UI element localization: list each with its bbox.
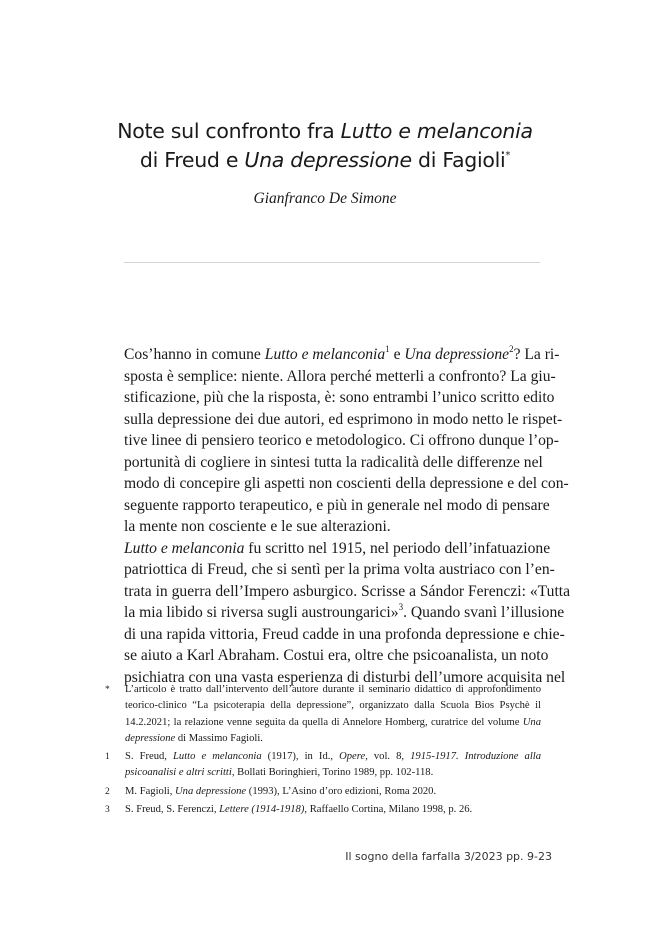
running-footer: Il sogno della farfalla 3/2023 pp. 9-23 — [345, 850, 552, 863]
body-line: sulla depressione dei due autori, ed esprimono in modo netto le rispet- — [124, 410, 563, 428]
title-divider — [124, 262, 540, 263]
body-line: stificazione, più che la risposta, è: sono entrambi l’unico scritto edito — [124, 389, 555, 406]
paragraph-2 — [124, 538, 571, 689]
footnote-mark: 2 — [105, 786, 110, 797]
footnote-ref-3[interactable]: 3 — [398, 602, 404, 612]
footnote-star: * L’articolo è tratto dall’intervento dell’autore durante il seminario didattico di approfondimento teorico-clinico “La psicoterapia della depressione”, organizzato dalla Scuola Bios Psychè il 14.2.2021; la relazione venne seguita da quella di Annelore Homberg, curatrice del volume Una depressione di Massimo Fagioli. — [105, 682, 541, 747]
body-line: portunità di cogliere in sintesi tutta la radicalità delle differenze nel — [124, 453, 543, 471]
article-body — [124, 344, 571, 688]
body-line: la mente non cosciente e le sue alterazioni. — [124, 518, 391, 535]
article-title — [60, 117, 590, 175]
title-footnote-mark[interactable]: * — [505, 150, 511, 161]
body-line: modo di concepire gli aspetti non coscienti della depressione e del con- — [124, 475, 569, 492]
body-line: di una rapida vittoria, Freud cadde in una profonda depressione e chie- — [124, 625, 565, 643]
title-line-2: di Freud e Una depressione di Fagioli* — [139, 148, 511, 172]
paragraph-1 — [124, 344, 569, 538]
body-line: tive linee di pensiero teorico e metodologico. Ci offrono dunque l’op- — [124, 432, 559, 449]
footnote-ref-1[interactable]: 1 — [385, 344, 390, 354]
title-line-1: Note sul confronto fra Lutto e melanconia — [117, 119, 533, 143]
title-italic-lutto: Lutto e melanconia — [340, 119, 533, 143]
footnote-mark: 3 — [105, 805, 110, 816]
footnote-mark: 1 — [105, 752, 110, 763]
title-italic-depressione: Una depressione — [244, 148, 412, 172]
body-line: Cos’hanno in comune Lutto e melanconia$^1$ e Una depressione$^2$? La ri- — [124, 344, 560, 363]
body-line: psichiatra con una vasta esperienza di disturbi dell’umore acquisita nel — [124, 668, 566, 686]
body-line: Lutto e melanconia fu scritto nel 1915, nel periodo dell’infatuazione — [124, 539, 551, 557]
footnote-2: 2 M. Fagioli, Una depressione (1993), L’Asino d’oro edizioni, Roma 2020. — [105, 784, 541, 800]
footnote-mark: * — [105, 685, 110, 695]
footnote-ref-2[interactable]: 2 — [509, 344, 514, 354]
footnote-1: 1 S. Freud, Lutto e melanconia (1917), in Id., Opere, vol. 8, 1915-1917. Introduzione alla psicoanalisi e altri scritti, Bollati Boringhieri, Torino 1989, pp. 102-118. — [105, 749, 541, 782]
body-line: sposta è semplice: niente. Allora perché metterli a confronto? La giu- — [124, 367, 556, 385]
body-line: seguente rapporto terapeutico, e più in generale nel modo di pensare — [124, 496, 550, 514]
body-line: patriottica di Freud, che si sentì per la prima volta austriaco con l’en- — [124, 561, 555, 578]
footnotes — [105, 682, 541, 820]
footnote-3: 3 S. Freud, S. Ferenczi, Lettere (1914-1918), Raffaello Cortina, Milano 1998, p. 26. — [105, 802, 541, 818]
body-line: se aiuto a Karl Abraham. Costui era, oltre che psicoanalista, un noto — [124, 647, 549, 664]
body-line: la mia libido si riversa sugli austroungarici»$^3$. Quando svanì l’illusione — [124, 602, 565, 621]
body-line: trata in guerra dell’Impero asburgico. Scrisse a Sándor Ferenczi: «Tutta — [124, 582, 571, 600]
author-name: Gianfranco De Simone — [253, 190, 397, 207]
